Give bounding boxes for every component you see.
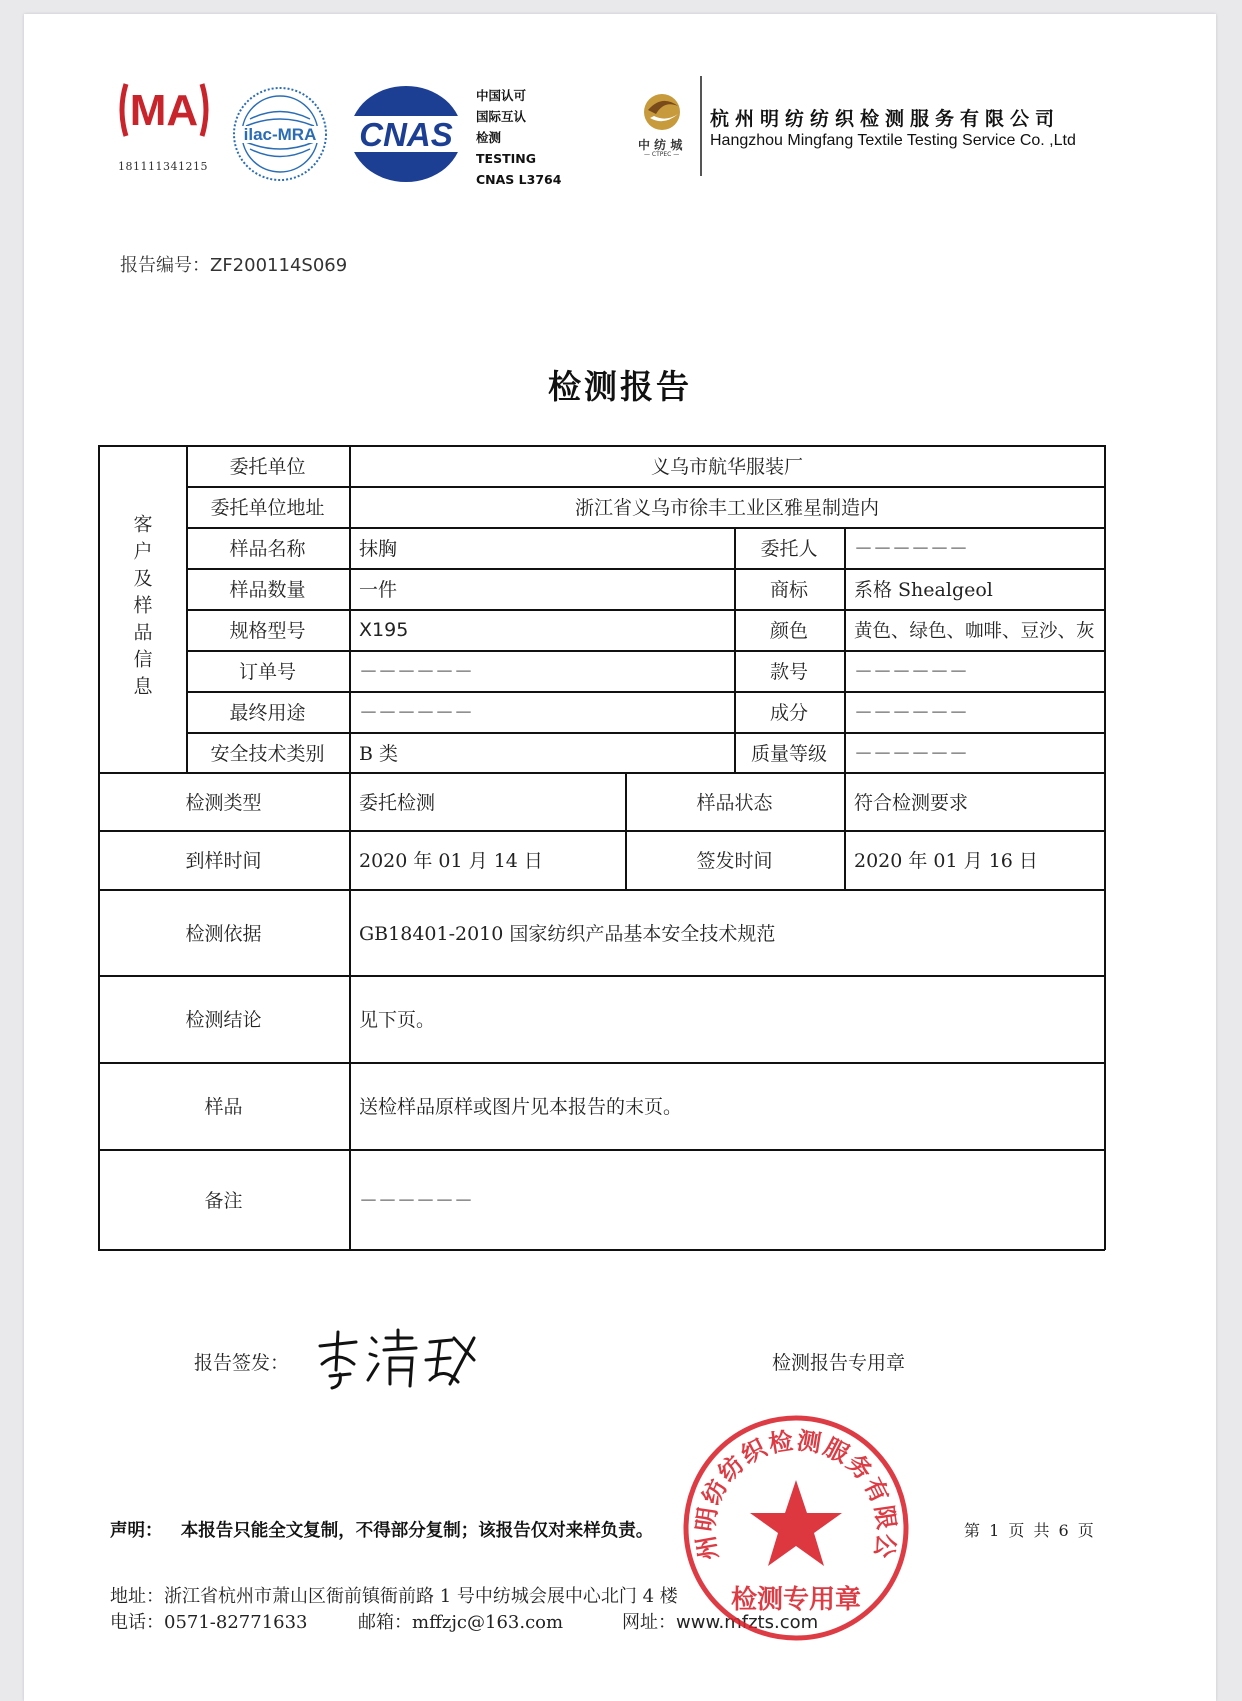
client-person-value: －－－－－－ [854,538,969,560]
declaration-label: 声明： [110,1521,163,1541]
seal-star-icon [750,1480,842,1566]
issuer-label: 报告签发： [194,1352,290,1374]
ctpec-logo-icon [634,88,694,134]
seal-bottom-text: 检测专用章 [730,1585,862,1615]
cnas-line: CNAS L3764 [476,172,562,187]
composition-label: 成分 [769,702,808,724]
client-section-label: 客户及样品信息 [130,514,153,703]
report-page [24,14,1216,1701]
declaration-text: 本报告只能全文复制，不得部分复制；该报告仅对来样负责。 [180,1521,654,1541]
website-url: www.mfzts.com [676,1612,819,1633]
safety-category-label: 安全技术类别 [210,742,325,765]
declaration [110,1517,653,1542]
color-value: 黄色、绿色、咖啡、豆沙、灰 [854,620,1095,642]
ilac-label: ilac-MRA [243,125,317,144]
trademark-label: 商标 [769,579,808,601]
cnas-line: 国际互认 [476,109,527,124]
cma-number: 181111341215 [118,160,208,173]
report-table [98,445,1105,1250]
report-number-label: 报告编号： [120,255,210,276]
client-address-label: 委托单位地址 [210,497,325,519]
model-label: 规格型号 [229,620,306,642]
page-info: 第 1 页 共 6 页 [964,1521,1096,1540]
remark-label: 备注 [204,1189,243,1212]
test-basis-label: 检测依据 [185,922,262,945]
ctpec-en: — CTPEC — [644,151,680,158]
quality-grade-value: －－－－－－ [854,742,969,765]
test-basis-value: GB18401-2010 国家纺织产品基本安全技术规范 [359,922,776,945]
seal-label: 检测报告专用章 [772,1352,906,1374]
seal-ring-text: 州明纺纺织检测服务有限公 [691,1426,901,1563]
issuer-signature [312,1324,482,1394]
remark-value: －－－－－－ [359,1189,474,1212]
sample-label: 样品 [204,1096,243,1118]
order-no-label: 订单号 [238,661,296,683]
style-no-value: －－－－－－ [854,661,969,683]
cma-logo [114,78,214,142]
cnas-line: TESTING [476,151,536,166]
website-label: 网址： [622,1612,676,1633]
conclusion-label: 检测结论 [185,1009,262,1031]
company-name-cn: 杭州明纺纺织检测服务有限公司 [710,108,1061,130]
email: 邮箱：mffzjc@163.com [358,1612,564,1633]
sample-name-value: 抹胸 [359,538,398,560]
sample-qty-value: 一件 [359,579,398,601]
cnas-logo [348,82,464,186]
sample-name-label: 样品名称 [229,538,306,560]
cnas-accreditation-text [476,85,561,190]
official-seal [680,1412,912,1644]
cnas-line: 中国认可 [476,88,527,103]
arrival-date-value: 2020 年 01 月 14 日 [359,850,543,872]
report-number-value: ZF200114S069 [210,255,348,276]
composition-value: －－－－－－ [854,702,969,724]
report-number [120,251,347,277]
address: 地址：浙江省杭州市萧山区衙前镇衙前路 1 号中纺城会展中心北门 4 楼 [110,1586,678,1607]
client-address-value: 浙江省义乌市徐丰工业区雅星制造内 [574,497,879,519]
model-value: X195 [359,618,409,641]
sample-qty-label: 样品数量 [229,579,306,601]
client-person-label: 委托人 [760,538,818,560]
phone: 电话：0571-82771633 [110,1612,308,1633]
cnas-mark: CNAS [359,116,453,153]
sample-note: 送检样品原样或图片见本报告的末页。 [359,1096,683,1118]
end-use-label: 最终用途 [229,702,306,724]
sample-state-label: 样品状态 [696,791,773,814]
style-no-label: 款号 [769,661,808,683]
cnas-line: 检测 [476,130,502,145]
arrival-date-label: 到样时间 [185,850,262,872]
client-name-label: 委托单位 [229,456,306,478]
ilac-mra-logo [230,74,330,194]
conclusion-value: 见下页。 [359,1009,436,1031]
sample-state-value: 符合检测要求 [854,791,969,814]
header-divider [700,76,702,176]
company-name-en: Hangzhou Mingfang Textile Testing Service Co. ,Ltd [710,132,1076,149]
issue-date-value: 2020 年 01 月 16 日 [854,850,1038,872]
test-type-label: 检测类型 [185,791,262,814]
end-use-value: －－－－－－ [359,702,474,724]
order-no-value: －－－－－－ [359,661,474,683]
quality-grade-label: 质量等级 [750,742,827,765]
safety-category-value: B 类 [359,742,399,765]
page-title: 检测报告 [548,367,692,406]
trademark-value: 系格 Shealgeol [854,579,993,601]
cma-mark: MA [129,86,199,135]
color-label: 颜色 [769,620,808,642]
test-type-value: 委托检测 [359,791,436,814]
client-name-value: 义乌市航华服装厂 [650,456,803,478]
issue-date-label: 签发时间 [696,850,773,872]
ctpec-cn: 中 纺 城 [638,138,683,152]
